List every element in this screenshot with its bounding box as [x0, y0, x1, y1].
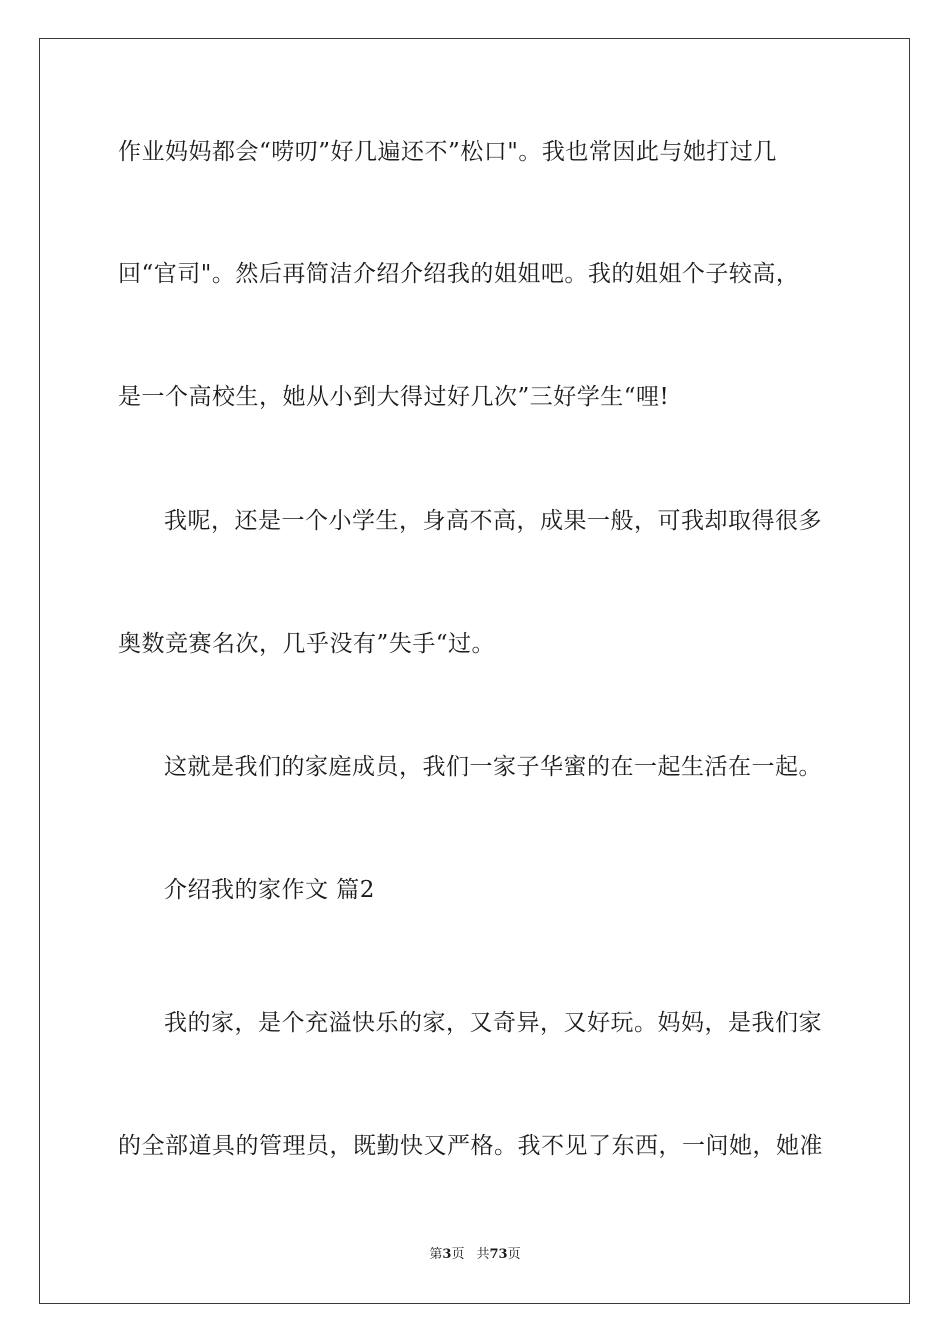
text-line: 是一个高校生，她从小到大得过好几次”三好学生“哩!: [118, 384, 670, 410]
total-suffix: 页: [507, 1247, 521, 1262]
paragraph-start-line: 这就是我们的家庭成员，我们一家子华蜜的在一起生活在一起。: [164, 754, 822, 780]
paragraph-start-line: 我的家，是个充溢快乐的家，又奇异，又好玩。妈妈，是我们家: [164, 1010, 822, 1036]
page-number: 3: [442, 1247, 452, 1262]
text-line: 回“官司"。然后再简洁介绍介绍我的姐姐吧。我的姐姐个子较高，: [118, 261, 800, 287]
paragraph-start-line: 我呢，还是一个小学生，身高不高，成果一般，可我却取得很多: [164, 508, 822, 534]
page-suffix: 页: [451, 1247, 465, 1262]
text-line: 作业妈妈都会“唠叨”好几遍还不”松口"。我也常因此与她打过几: [118, 139, 777, 165]
total-pages: 73: [489, 1247, 508, 1262]
total-prefix: 共: [476, 1247, 490, 1262]
text-line: 奥数竞赛名次，几乎没有”失手“过。: [118, 631, 496, 657]
page-prefix: 第: [429, 1247, 443, 1262]
page-footer: [0, 1246, 950, 1264]
section-heading: 介绍我的家作文 篇2: [164, 877, 375, 903]
page-border: [39, 38, 910, 1304]
text-line: 的全部道具的管理员，既勤快又严格。我不见了东西，一问她，她准: [118, 1133, 823, 1159]
